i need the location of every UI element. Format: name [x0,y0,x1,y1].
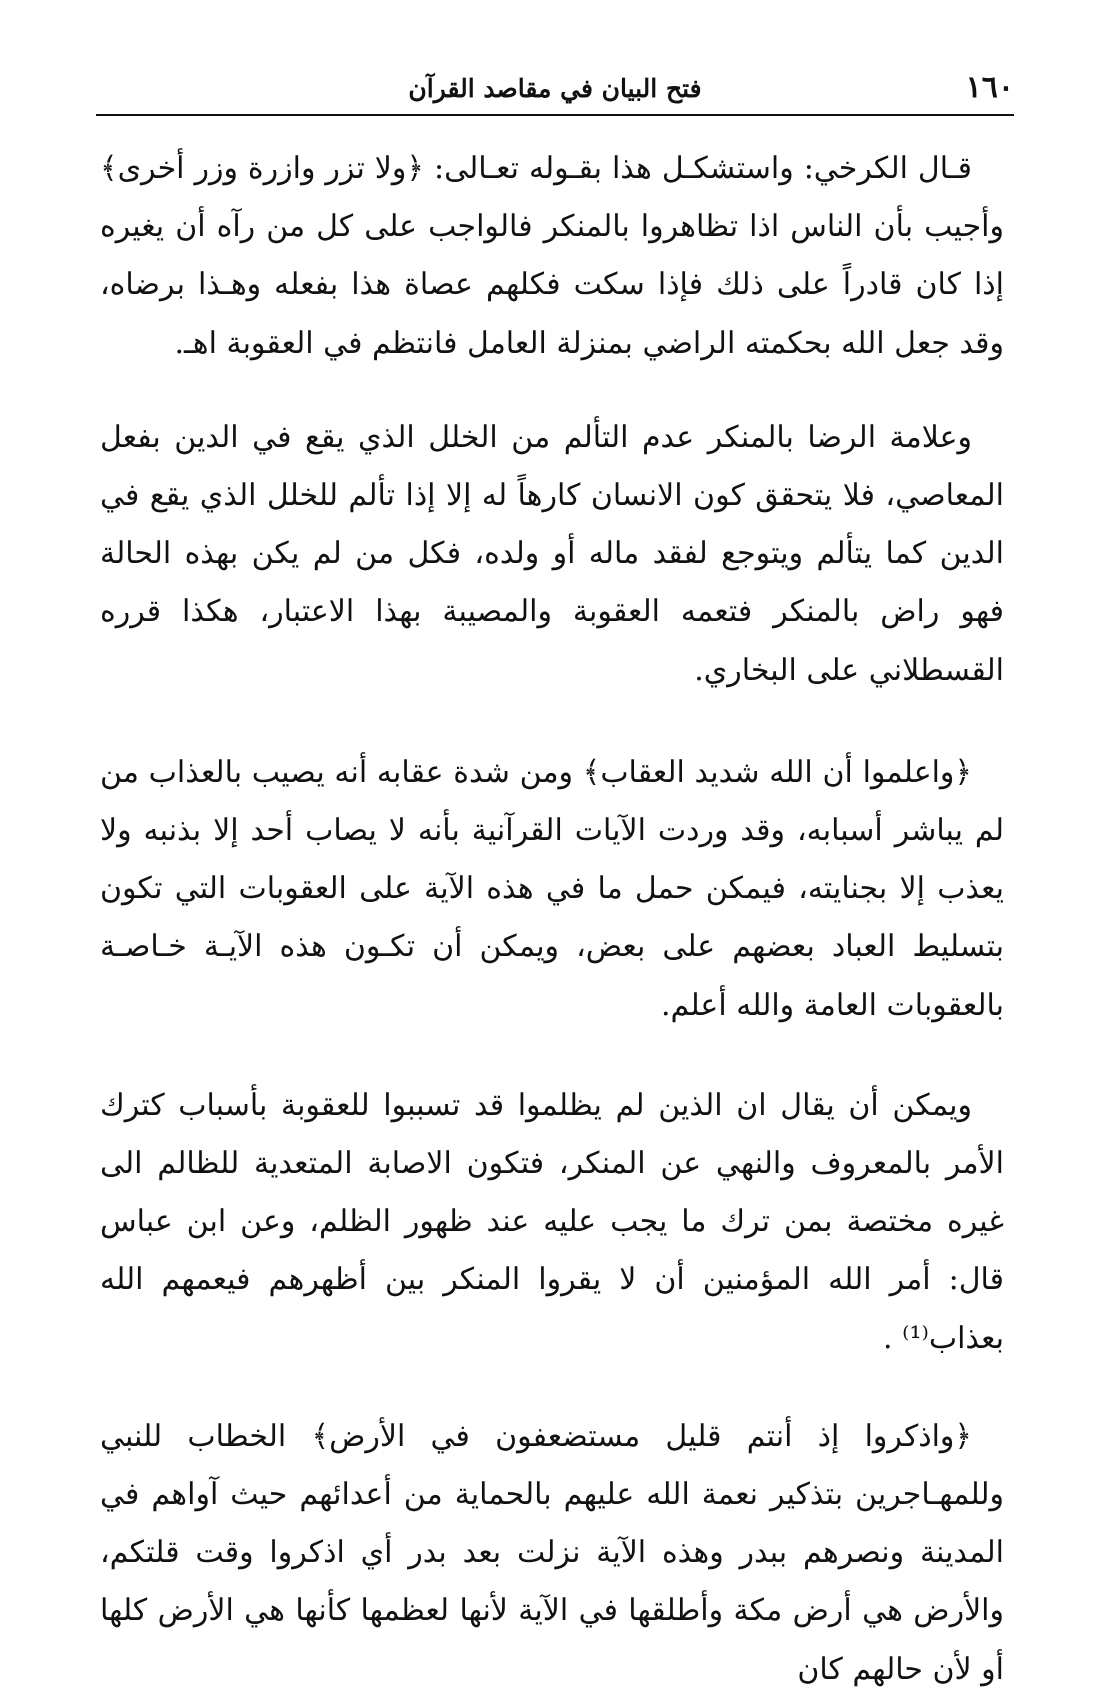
page-header [96,64,1014,116]
body-text [100,140,1004,1699]
paragraph-remember-when-few: ﴿واذكروا إذ أنتم قليل مستضعفون في الأرض﴾ الخطاب للنبي وللمهـاجرين بتذكير نعمة الله عليهم بالحماية من أعدائهم حيث آواهم في المدينة ونصرهم ببدر وهذه الآية نزلت بعد بدر أي اذكروا وقت قلتكم، والأرض هي أرض مكة وأطلقها في الآية لأنها لعظمها كأنها هي الأرض كلها أو لأن حالهم كان [100,1418,1004,1687]
header-rule [96,114,1014,116]
paragraph-those-who-did-not-wrong: ويمكن أن يقال ان الذين لم يظلموا قد تسببوا للعقوبة بأسباب كترك الأمر بالمعروف والنهي عن المنكر، فتكون الاصابة المتعدية للظالم الى غيره مختصة بمن ترك ما يجب عليه عند ظهور الظلم، وعن ابن عباس قال: أمر الله المؤمنين أن لا يقروا المنكر بين أظهرهم فيعمهم الله بعذاب⁽¹⁾ . [100,1087,1004,1356]
paragraph-severe-punishment: ﴿واعلموا أن الله شديد العقاب﴾ ومن شدة عقابه أنه يصيب بالعذاب من لم يباشر أسبابه، وقد وردت الآيات القرآنية بأنه لا يصاب أحد إلا بذنبه ولا يعذب إلا بجنايته، فيمكن حمل ما في هذه الآية على العقوبات التي تكون بتسليط العباد بعضهم على بعض، ويمكن أن تكـون هذه الآيـة خـاصـة بالعقوبات العامة والله أعلم. [100,754,1004,1023]
paragraph-sign-of-consent: وعلامة الرضا بالمنكر عدم التألم من الخلل الذي يقع في الدين بفعل المعاصي، فلا يتحقق كون الانسان كارهاً له إلا إذا تألم للخلل الذي يقع في الدين كما يتألم ويتوجع لفقد ماله أو ولده، فكل من لم يكن بهذه الحالة فهو راض بالمنكر فتعمه العقوبة والمصيبة بهذا الاعتبار، هكذا قرره القسطلاني على البخاري. [100,419,1004,688]
paragraph-karkhi: قـال الكرخي: واستشكـل هذا بقـوله تعـالى: ﴿ولا تزر وازرة وزر أخرى﴾ وأجيب بأن الناس اذا تظاهروا بالمنكر فالواجب على كل من رآه أن يغيره إذا كان قادراً على ذلك فإذا سكت فكلهم عصاة هذا بفعله وهـذا برضاه، وقد جعل الله بحكمته الراضي بمنزلة العامل فانتظم في العقوبة اهـ. [100,151,1004,361]
page-number: ١٦٠ [965,70,1014,105]
running-title: فتح البيان في مقاصد القرآن [408,74,702,103]
